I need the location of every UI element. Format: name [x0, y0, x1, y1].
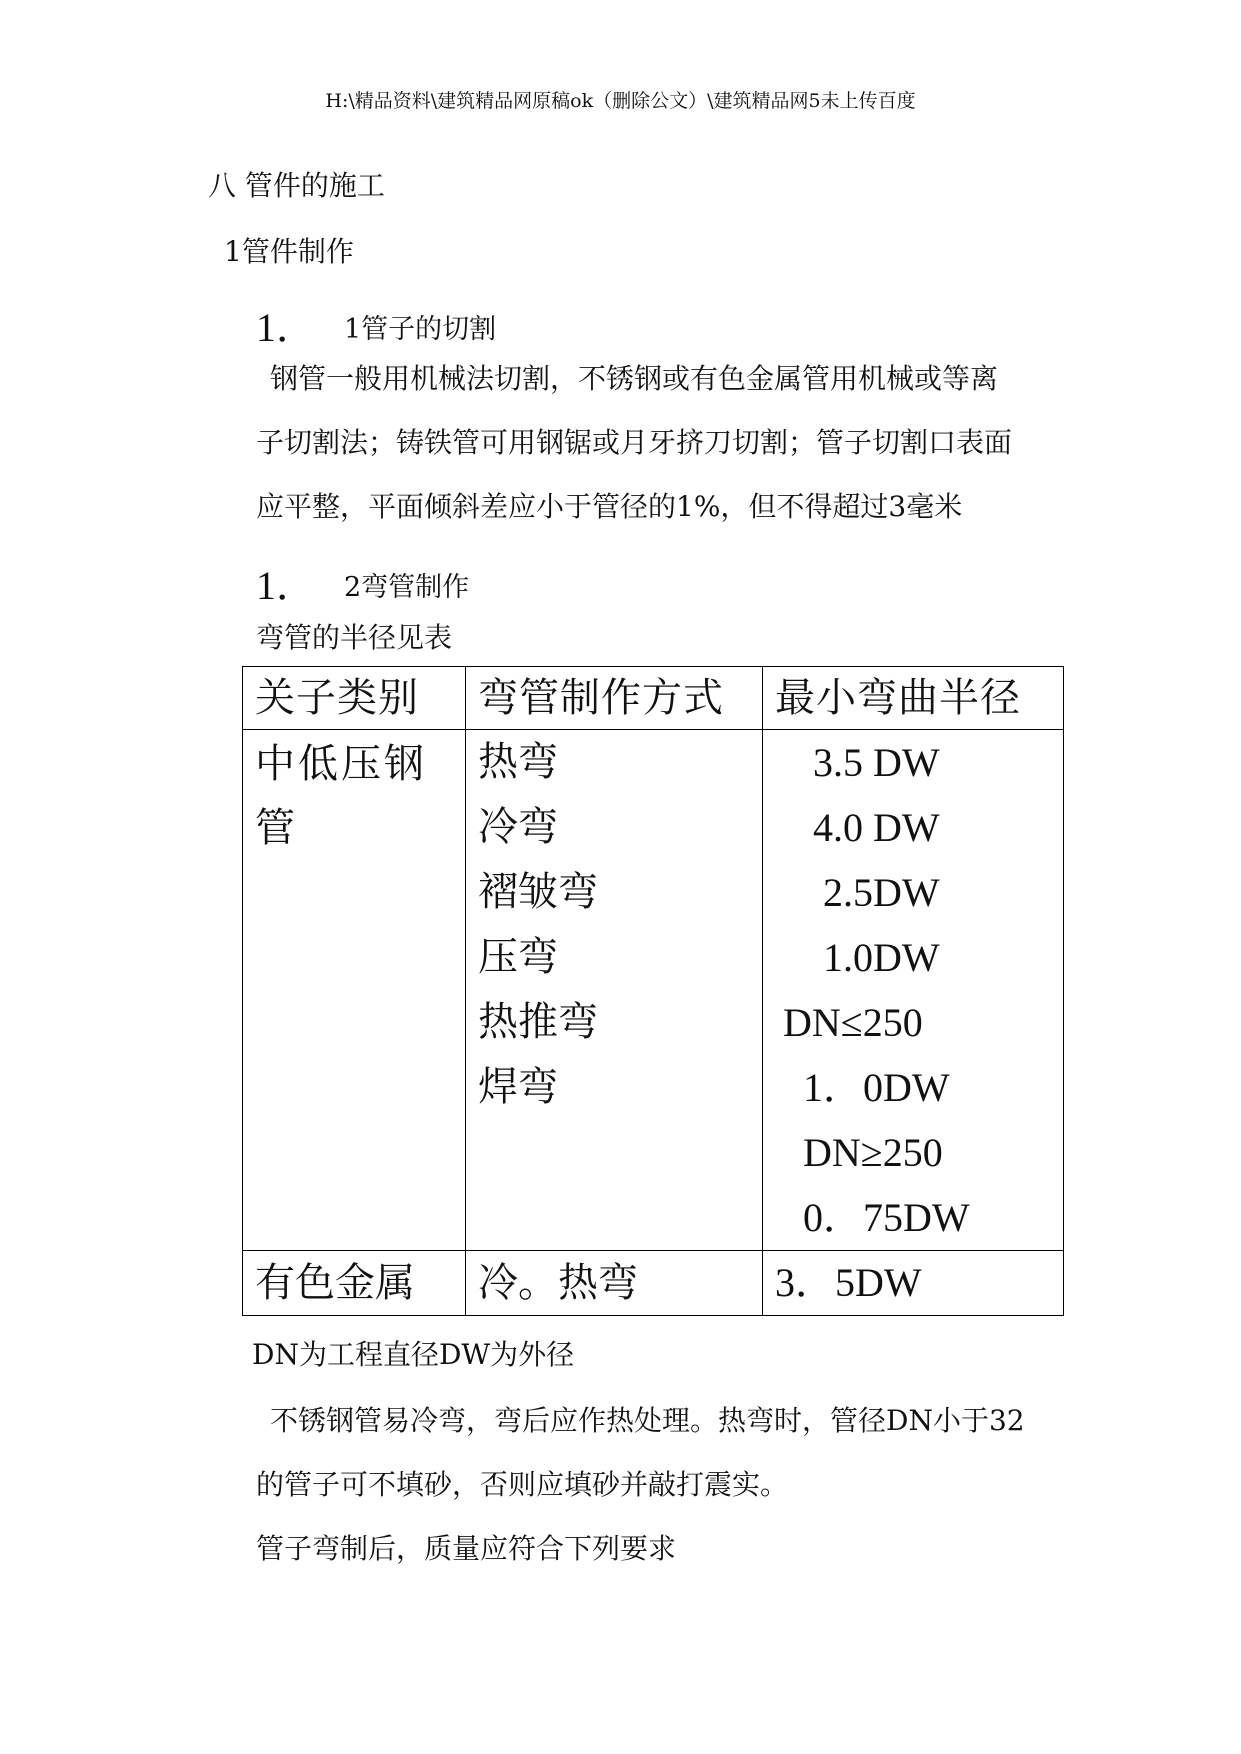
subsection-title: 1管件制作	[224, 235, 354, 268]
radius-item: 1.0DW	[783, 935, 940, 980]
page-header-path: H:\精品资料\建筑精品网原稿ok（删除公文）\建筑精品网5未上传百度	[325, 90, 916, 112]
column-header: 弯管制作方式	[466, 667, 763, 730]
table-caption: 弯管的半径见表	[256, 621, 453, 654]
paragraph-line: 的管子可不填砂，否则应填砂并敲打震实。	[256, 1468, 789, 1501]
table-header-row	[243, 667, 1064, 730]
method-item: 褶皱弯	[478, 869, 598, 915]
radius-item: DN≥250	[783, 1130, 943, 1175]
paragraph-line: 不锈钢管易冷弯，弯后应作热处理。热弯时，管径DN小于32	[270, 1404, 1025, 1437]
radius-item: 1．0DW	[783, 1065, 950, 1110]
column-header: 最小弯曲半径	[763, 667, 1064, 730]
radius-item: 4.0 DW	[783, 805, 940, 850]
radius-item: 0．75DW	[783, 1195, 970, 1240]
item-title: 1管子的切割	[344, 314, 497, 345]
item-heading-bending	[256, 554, 469, 611]
radius-cell: 3．5DW	[763, 1251, 1064, 1316]
radius-item: 2.5DW	[783, 870, 940, 915]
table-row	[243, 730, 1064, 1251]
method-item: 焊弯	[478, 1064, 558, 1110]
method-item: 热弯	[478, 739, 558, 785]
item-number: 1．	[256, 305, 316, 350]
item-heading-cutting	[256, 296, 496, 353]
category-cell: 有色金属	[243, 1251, 466, 1316]
item-title: 2弯管制作	[344, 572, 470, 603]
column-header: 关子类别	[243, 667, 466, 730]
bend-radius-table	[242, 666, 1064, 1316]
radius-item: DN≤250	[783, 1000, 923, 1045]
table-row	[243, 1251, 1064, 1316]
method-cell	[466, 730, 763, 1251]
method-item: 压弯	[478, 934, 558, 980]
paragraph-line: 管子弯制后，质量应符合下列要求	[256, 1532, 677, 1565]
item-number: 1．	[256, 563, 316, 608]
radius-item: 3.5 DW	[783, 740, 940, 785]
section-title: 八 管件的施工	[208, 169, 385, 202]
method-item: 热推弯	[478, 999, 598, 1045]
method-cell: 冷。热弯	[466, 1251, 763, 1316]
paragraph-line: 子切割法；铸铁管可用钢锯或月牙挤刀切割；管子切割口表面	[256, 426, 1013, 459]
paragraph-line: 应平整，平面倾斜差应小于管径的1%，但不得超过3毫米	[256, 490, 963, 523]
paragraph-line: 钢管一般用机械法切割，不锈钢或有色金属管用机械或等离	[270, 362, 999, 395]
table-footnote: DN为工程直径DW为外径	[252, 1338, 575, 1371]
category-cell: 中低压钢管	[243, 730, 466, 1251]
radius-cell	[763, 730, 1064, 1251]
method-item: 冷弯	[478, 804, 558, 850]
